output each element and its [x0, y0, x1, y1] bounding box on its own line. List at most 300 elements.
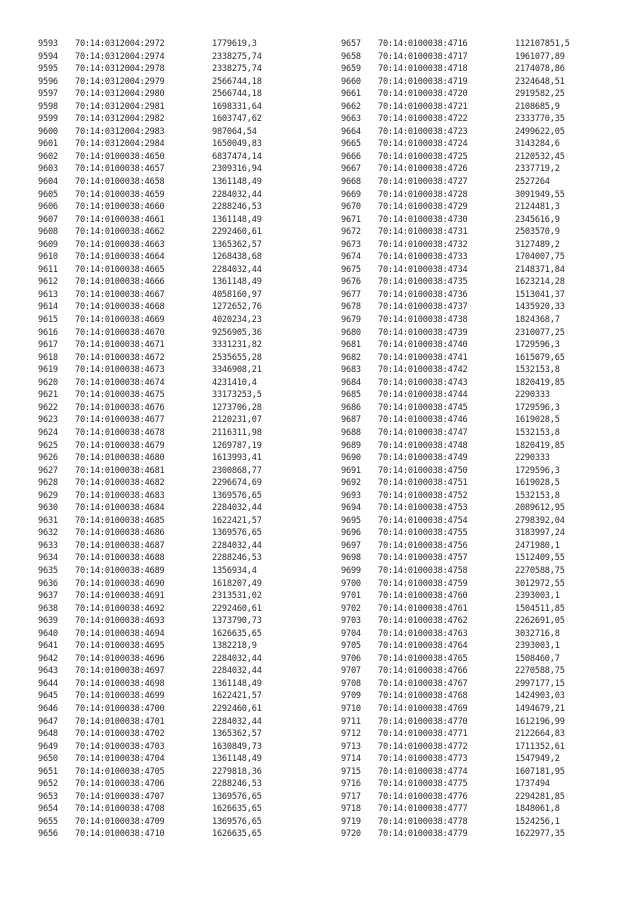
cadastral-number: 70:14:0100038:4729 — [377, 202, 468, 213]
row-number: 9675 — [341, 264, 361, 275]
table-row — [38, 264, 262, 277]
value-amount: 2345616,9 — [514, 214, 560, 225]
cadastral-number: 70:14:0100038:4682 — [74, 478, 165, 489]
value-amount: 1779619,3 — [211, 39, 257, 49]
row-number: 9720 — [341, 829, 361, 840]
table-row — [38, 716, 262, 729]
row-number: 9642 — [38, 653, 58, 664]
table-row — [341, 565, 570, 578]
cadastral-number: 70:14:0100038:4747 — [377, 427, 468, 438]
row-number: 9621 — [38, 390, 58, 401]
value-amount: 2333770,35 — [514, 114, 565, 125]
table-row — [38, 289, 262, 302]
cadastral-number: 70:14:0100038:4677 — [74, 415, 165, 426]
row-number: 9667 — [341, 164, 361, 175]
cadastral-number: 70:14:0100038:4691 — [74, 591, 165, 602]
row-number: 9694 — [341, 503, 361, 514]
cadastral-number: 70:14:0100038:4766 — [377, 666, 468, 677]
table-row — [341, 552, 570, 565]
row-number: 9710 — [341, 703, 361, 714]
row-number: 9670 — [341, 202, 361, 213]
table-row — [341, 615, 570, 628]
value-amount: 2174078,86 — [514, 64, 565, 75]
cadastral-number: 70:14:0100038:4690 — [74, 578, 165, 589]
value-amount: 2471980,1 — [514, 540, 560, 551]
row-number: 9611 — [38, 264, 58, 275]
cadastral-number: 70:14:0100038:4779 — [377, 829, 468, 840]
cadastral-number: 70:14:0312004:2979 — [74, 76, 165, 87]
cadastral-number: 70:14:0100038:4700 — [74, 703, 165, 714]
cadastral-number: 70:14:0312004:2980 — [74, 89, 165, 100]
value-amount: 2288246,53 — [211, 779, 262, 790]
row-number: 9681 — [341, 340, 361, 351]
table-row — [341, 88, 570, 101]
row-number: 9685 — [341, 390, 361, 401]
row-number: 9612 — [38, 277, 58, 288]
value-amount: 1622421,57 — [211, 691, 262, 702]
row-number: 9713 — [341, 741, 361, 752]
row-number: 9617 — [38, 340, 58, 351]
value-amount: 1269787,19 — [211, 440, 262, 451]
cadastral-number: 70:14:0100038:4720 — [377, 89, 468, 100]
table-row — [38, 640, 262, 653]
table-row — [38, 552, 262, 565]
table-row — [341, 603, 570, 616]
cadastral-number: 70:14:0100038:4734 — [377, 264, 468, 275]
value-amount: 1623214,28 — [514, 277, 565, 288]
table-row — [38, 76, 262, 89]
row-number: 9680 — [341, 327, 361, 338]
cadastral-number: 70:14:0100038:4675 — [74, 390, 165, 401]
table-row — [38, 465, 262, 478]
value-amount: 987064,54 — [211, 126, 257, 137]
value-amount: 2284032,44 — [211, 540, 262, 551]
row-number: 9633 — [38, 540, 58, 551]
value-amount: 2122664,83 — [514, 729, 565, 740]
table-row — [38, 88, 262, 101]
row-number: 9655 — [38, 816, 58, 827]
cadastral-number: 70:14:0100038:4716 — [377, 39, 468, 49]
table-row — [341, 264, 570, 277]
table-row — [341, 276, 570, 289]
row-number: 9603 — [38, 164, 58, 175]
row-number: 9695 — [341, 515, 361, 526]
row-number: 9609 — [38, 239, 58, 250]
value-amount: 2535655,28 — [211, 352, 262, 363]
row-number: 9595 — [38, 64, 58, 75]
cadastral-number: 70:14:0100038:4722 — [377, 114, 468, 125]
cadastral-number: 70:14:0100038:4693 — [74, 616, 165, 627]
table-row — [341, 427, 570, 440]
row-number: 9708 — [341, 678, 361, 689]
table-row — [38, 565, 262, 578]
value-amount: 1361148,49 — [211, 277, 262, 288]
cadastral-number: 70:14:0100038:4744 — [377, 390, 468, 401]
row-number: 9661 — [341, 89, 361, 100]
value-amount: 1356934,4 — [211, 565, 257, 576]
cadastral-number: 70:14:0100038:4731 — [377, 227, 468, 238]
row-number: 9673 — [341, 239, 361, 250]
row-number: 9718 — [341, 804, 361, 815]
value-amount: 1373790,73 — [211, 616, 262, 627]
value-amount: 112107851,5 — [514, 39, 570, 49]
row-number: 9716 — [341, 779, 361, 790]
row-number: 9703 — [341, 616, 361, 627]
table-row — [341, 226, 570, 239]
row-number: 9640 — [38, 628, 58, 639]
table-row — [341, 741, 570, 754]
value-amount: 4058160,97 — [211, 289, 262, 300]
cadastral-number: 70:14:0100038:4684 — [74, 503, 165, 514]
table-row — [341, 490, 570, 503]
cadastral-number: 70:14:0100038:4706 — [74, 779, 165, 790]
row-number: 9598 — [38, 101, 58, 112]
row-number: 9632 — [38, 528, 58, 539]
value-amount: 1650049,83 — [211, 139, 262, 150]
cadastral-number: 70:14:0100038:4688 — [74, 553, 165, 564]
cadastral-number: 70:14:0100038:4657 — [74, 164, 165, 175]
value-amount: 6837474,14 — [211, 151, 262, 162]
table-row — [38, 38, 262, 51]
row-number: 9594 — [38, 51, 58, 62]
value-amount: 2997177,15 — [514, 678, 565, 689]
value-amount: 3032716,8 — [514, 628, 560, 639]
table-row — [38, 502, 262, 515]
table-row — [341, 414, 570, 427]
value-amount: 1369576,65 — [211, 528, 262, 539]
table-row — [341, 716, 570, 729]
table-row — [341, 151, 570, 164]
cadastral-number: 70:14:0312004:2972 — [74, 39, 165, 49]
cadastral-number: 70:14:0312004:2983 — [74, 126, 165, 137]
cadastral-number: 70:14:0100038:4751 — [377, 478, 468, 489]
row-number: 9679 — [341, 315, 361, 326]
table-row — [341, 753, 570, 766]
value-amount: 1365362,57 — [211, 239, 262, 250]
value-amount: 1361148,49 — [211, 754, 262, 765]
cadastral-number: 70:14:0100038:4745 — [377, 402, 468, 413]
value-amount: 1848061,8 — [514, 804, 560, 815]
table-row — [38, 452, 262, 465]
row-number: 9605 — [38, 189, 58, 200]
table-row — [341, 766, 570, 779]
table-row — [341, 113, 570, 126]
value-amount: 1513041,37 — [514, 289, 565, 300]
table-row — [341, 51, 570, 64]
value-amount: 1361148,49 — [211, 678, 262, 689]
table-row — [38, 339, 262, 352]
table-row — [38, 615, 262, 628]
value-amount: 1704007,75 — [514, 252, 565, 263]
row-number: 9602 — [38, 151, 58, 162]
cadastral-number: 70:14:0100038:4687 — [74, 540, 165, 551]
row-number: 9698 — [341, 553, 361, 564]
cadastral-number: 70:14:0100038:4768 — [377, 691, 468, 702]
value-amount: 1435920,33 — [514, 302, 565, 313]
value-amount: 1547949,2 — [514, 754, 560, 765]
value-amount: 2279818,36 — [211, 766, 262, 777]
table-row — [38, 389, 262, 402]
row-number: 9638 — [38, 603, 58, 614]
cadastral-number: 70:14:0100038:4685 — [74, 515, 165, 526]
table-row — [38, 214, 262, 227]
table-row — [341, 364, 570, 377]
table-row — [38, 816, 262, 829]
value-amount: 2296674,69 — [211, 478, 262, 489]
value-amount: 2124481,3 — [514, 202, 560, 213]
row-number: 9678 — [341, 302, 361, 313]
table-row — [38, 176, 262, 189]
table-row — [38, 603, 262, 616]
table-row — [38, 352, 262, 365]
value-amount: 1619028,5 — [514, 478, 560, 489]
value-amount: 2393003,1 — [514, 641, 560, 652]
row-number: 9658 — [341, 51, 361, 62]
cadastral-number: 70:14:0100038:4674 — [74, 377, 165, 388]
value-amount: 1824368,7 — [514, 315, 560, 326]
table-row — [38, 414, 262, 427]
value-amount: 2284032,44 — [211, 264, 262, 275]
table-row — [341, 389, 570, 402]
cadastral-number: 70:14:0100038:4708 — [74, 804, 165, 815]
cadastral-number: 70:14:0100038:4701 — [74, 716, 165, 727]
value-amount: 1737494 — [514, 779, 550, 790]
value-amount: 2310077,25 — [514, 327, 565, 338]
row-number: 9709 — [341, 691, 361, 702]
row-number: 9674 — [341, 252, 361, 263]
table-row — [38, 251, 262, 264]
table-row — [341, 640, 570, 653]
cadastral-number: 70:14:0100038:4772 — [377, 741, 468, 752]
table-row — [341, 214, 570, 227]
cadastral-number: 70:14:0100038:4666 — [74, 277, 165, 288]
value-amount: 2270588,75 — [514, 666, 565, 677]
value-amount: 1603747,62 — [211, 114, 262, 125]
row-number: 9641 — [38, 641, 58, 652]
row-number: 9629 — [38, 490, 58, 501]
table-row — [341, 101, 570, 114]
value-amount: 2798392,04 — [514, 515, 565, 526]
table-row — [341, 540, 570, 553]
row-number: 9686 — [341, 402, 361, 413]
cadastral-number: 70:14:0100038:4672 — [74, 352, 165, 363]
cadastral-number: 70:14:0100038:4678 — [74, 427, 165, 438]
cadastral-number: 70:14:0100038:4765 — [377, 653, 468, 664]
table-row — [38, 63, 262, 76]
row-number: 9650 — [38, 754, 58, 765]
row-number: 9636 — [38, 578, 58, 589]
cadastral-number: 70:14:0100038:4704 — [74, 754, 165, 765]
value-amount: 2338275,74 — [211, 51, 262, 62]
row-number: 9604 — [38, 177, 58, 188]
row-number: 9711 — [341, 716, 361, 727]
row-number: 9682 — [341, 352, 361, 363]
table-row — [38, 113, 262, 126]
cadastral-number: 70:14:0100038:4710 — [74, 829, 165, 840]
value-amount: 2290333 — [514, 390, 550, 401]
row-number: 9719 — [341, 816, 361, 827]
value-amount: 1630849,73 — [211, 741, 262, 752]
row-number: 9596 — [38, 76, 58, 87]
table-row — [341, 791, 570, 804]
table-row — [38, 741, 262, 754]
value-amount: 1613993,41 — [211, 453, 262, 464]
cadastral-number: 70:14:0100038:4749 — [377, 453, 468, 464]
row-number: 9672 — [341, 227, 361, 238]
value-amount: 1622977,35 — [514, 829, 565, 840]
cadastral-number: 70:14:0100038:4663 — [74, 239, 165, 250]
cadastral-number: 70:14:0100038:4769 — [377, 703, 468, 714]
row-number: 9704 — [341, 628, 361, 639]
cadastral-number: 70:14:0100038:4728 — [377, 189, 468, 200]
value-amount: 1361148,49 — [211, 177, 262, 188]
value-amount: 1612196,99 — [514, 716, 565, 727]
cadastral-number: 70:14:0100038:4775 — [377, 779, 468, 790]
row-number: 9613 — [38, 289, 58, 300]
cadastral-number: 70:14:0100038:4737 — [377, 302, 468, 313]
table-row — [38, 791, 262, 804]
value-amount: 4231410,4 — [211, 377, 257, 388]
value-amount: 1729596,3 — [514, 402, 560, 413]
table-row — [341, 63, 570, 76]
value-amount: 1524256,1 — [514, 816, 560, 827]
table-row — [341, 189, 570, 202]
value-amount: 1272652,76 — [211, 302, 262, 313]
row-number: 9696 — [341, 528, 361, 539]
cadastral-number: 70:14:0100038:4718 — [377, 64, 468, 75]
cadastral-number: 70:14:0100038:4752 — [377, 490, 468, 501]
row-number: 9601 — [38, 139, 58, 150]
row-number: 9657 — [341, 39, 361, 49]
table-row — [38, 138, 262, 151]
cadastral-number: 70:14:0100038:4750 — [377, 465, 468, 476]
row-number: 9637 — [38, 591, 58, 602]
value-amount: 2324648,51 — [514, 76, 565, 87]
table-row — [341, 352, 570, 365]
row-number: 9671 — [341, 214, 361, 225]
row-number: 9618 — [38, 352, 58, 363]
row-number: 9643 — [38, 666, 58, 677]
value-amount: 2290333 — [514, 453, 550, 464]
cadastral-number: 70:14:0100038:4724 — [377, 139, 468, 150]
value-amount: 9256905,36 — [211, 327, 262, 338]
row-number: 9600 — [38, 126, 58, 137]
row-number: 9690 — [341, 453, 361, 464]
table-row — [341, 728, 570, 741]
value-amount: 2527264 — [514, 177, 550, 188]
cadastral-number: 70:14:0100038:4740 — [377, 340, 468, 351]
table-row — [38, 440, 262, 453]
value-amount: 2288246,53 — [211, 202, 262, 213]
cadastral-number: 70:14:0100038:4658 — [74, 177, 165, 188]
row-number: 9597 — [38, 89, 58, 100]
cadastral-number: 70:14:0100038:4671 — [74, 340, 165, 351]
table-row — [341, 314, 570, 327]
cadastral-number: 70:14:0100038:4670 — [74, 327, 165, 338]
table-row — [38, 126, 262, 139]
cadastral-number: 70:14:0100038:4676 — [74, 402, 165, 413]
cadastral-number: 70:14:0100038:4659 — [74, 189, 165, 200]
cadastral-number: 70:14:0100038:4732 — [377, 239, 468, 250]
cadastral-number: 70:14:0100038:4727 — [377, 177, 468, 188]
cadastral-number: 70:14:0100038:4667 — [74, 289, 165, 300]
table-row — [38, 527, 262, 540]
cadastral-number: 70:14:0100038:4665 — [74, 264, 165, 275]
table-row — [38, 590, 262, 603]
value-amount: 1494679,21 — [514, 703, 565, 714]
table-row — [38, 364, 262, 377]
row-number: 9608 — [38, 227, 58, 238]
cadastral-number: 70:14:0100038:4699 — [74, 691, 165, 702]
row-number: 9668 — [341, 177, 361, 188]
cadastral-number: 70:14:0100038:4661 — [74, 214, 165, 225]
value-amount: 1273706,28 — [211, 402, 262, 413]
value-amount: 2919582,25 — [514, 89, 565, 100]
cadastral-number: 70:14:0100038:4764 — [377, 641, 468, 652]
cadastral-number: 70:14:0312004:2982 — [74, 114, 165, 125]
value-amount: 1508460,7 — [514, 653, 560, 664]
table-row — [341, 816, 570, 829]
value-amount: 1626635,65 — [211, 804, 262, 815]
table-row — [38, 753, 262, 766]
table-row — [38, 665, 262, 678]
table-row — [341, 239, 570, 252]
value-amount: 1369576,65 — [211, 490, 262, 501]
table-row — [341, 778, 570, 791]
value-amount: 1369576,65 — [211, 816, 262, 827]
row-number: 9691 — [341, 465, 361, 476]
cadastral-number: 70:14:0100038:4694 — [74, 628, 165, 639]
table-row — [38, 515, 262, 528]
table-row — [341, 828, 570, 841]
cadastral-number: 70:14:0100038:4748 — [377, 440, 468, 451]
cadastral-number: 70:14:0100038:4660 — [74, 202, 165, 213]
value-amount: 2148371,84 — [514, 264, 565, 275]
right-column — [341, 38, 570, 841]
table-row — [38, 101, 262, 114]
row-number: 9646 — [38, 703, 58, 714]
table-row — [341, 515, 570, 528]
left-column — [38, 38, 262, 841]
row-number: 9649 — [38, 741, 58, 752]
row-number: 9630 — [38, 503, 58, 514]
row-number: 9626 — [38, 453, 58, 464]
value-amount: 1622421,57 — [211, 515, 262, 526]
cadastral-number: 70:14:0100038:4735 — [377, 277, 468, 288]
row-number: 9610 — [38, 252, 58, 263]
row-number: 9688 — [341, 427, 361, 438]
value-amount: 1961077,89 — [514, 51, 565, 62]
table-row — [341, 477, 570, 490]
value-amount: 2120231,07 — [211, 415, 262, 426]
cadastral-number: 70:14:0100038:4754 — [377, 515, 468, 526]
value-amount: 2566744,18 — [211, 76, 262, 87]
table-row — [341, 502, 570, 515]
row-number: 9687 — [341, 415, 361, 426]
table-row — [341, 653, 570, 666]
table-row — [341, 628, 570, 641]
cadastral-number: 70:14:0100038:4719 — [377, 76, 468, 87]
table-row — [341, 163, 570, 176]
row-number: 9676 — [341, 277, 361, 288]
table-row — [38, 578, 262, 591]
row-number: 9664 — [341, 126, 361, 137]
row-number: 9647 — [38, 716, 58, 727]
row-number: 9662 — [341, 101, 361, 112]
row-number: 9593 — [38, 39, 58, 49]
cadastral-number: 70:14:0100038:4703 — [74, 741, 165, 752]
cadastral-number: 70:14:0100038:4680 — [74, 453, 165, 464]
